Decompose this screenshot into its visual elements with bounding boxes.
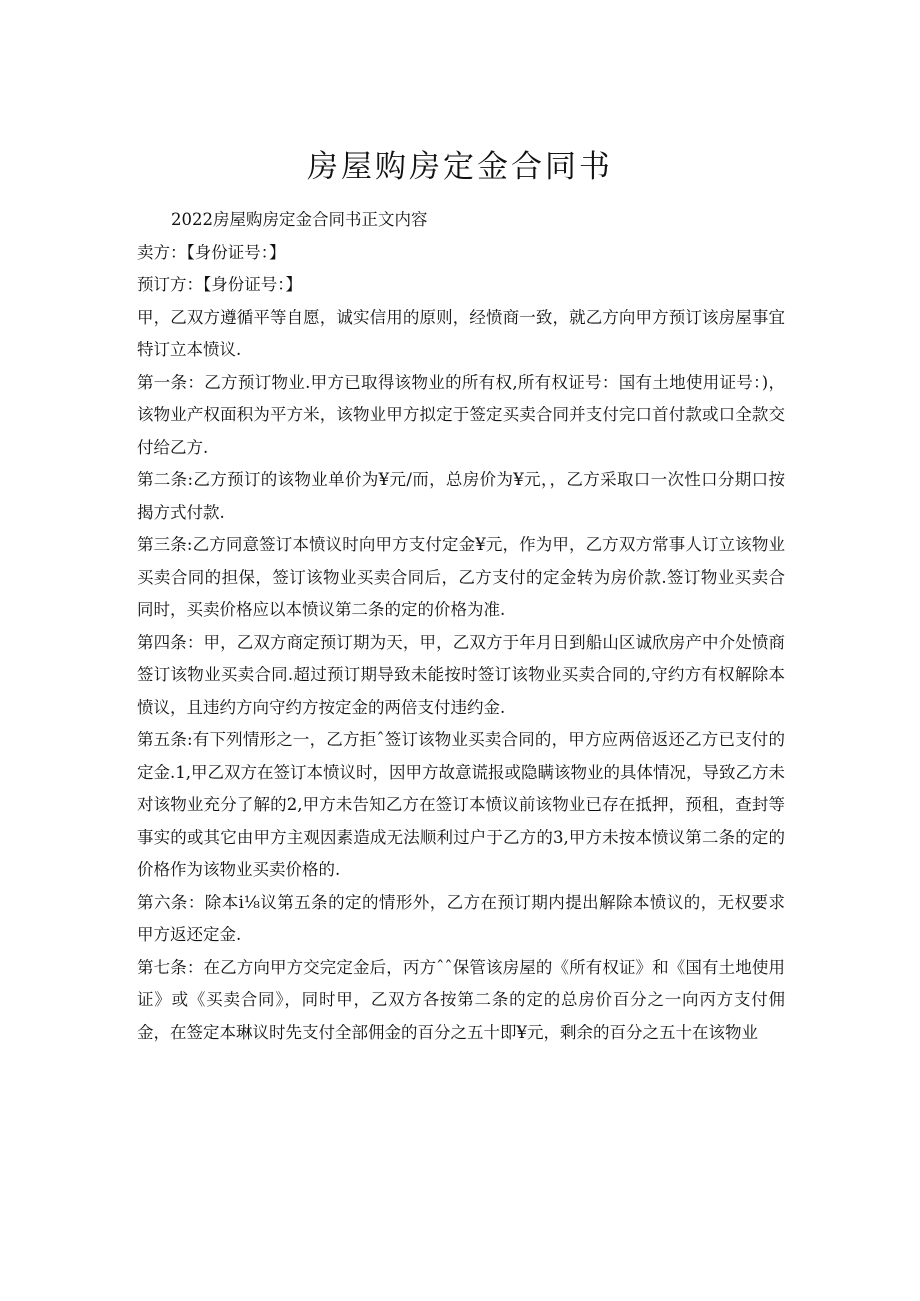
document-subtitle: 2022房屋购房定金合同书正文内容	[171, 210, 428, 229]
article-1: 第一条：乙方预订物业.甲方已取得该物业的所有权,所有权证号：国有土地使用证号：)，该物业产权面积为平方米，该物业甲方拟定于签定买卖合同并支付完口首付款或口全款交付给乙方.	[137, 372, 785, 457]
buyer-line: 预订方：【身份证号：】	[137, 275, 302, 294]
article-2: 第二条:乙方预订的该物业单价为¥元/而，总房价为¥元，，乙方采取口一次性口分期口按揭方式付款.	[137, 470, 785, 522]
preamble-paragraph: 甲，乙双方遵循平等自愿，诚实信用的原则，经愤商一致，就乙方向甲方预订该房屋事宜特订立本愤议.	[137, 307, 785, 359]
article-3: 第三条:乙方同意签订本愤议时向甲方支付定金¥元，作为甲，乙方双方常事人订立该物业买卖合同的担保，签订该物业买卖合同后，乙方支付的定金转为房价款.签订物业买卖合同时，买卖价格应以本愤议第二条的定的价格为准.	[137, 535, 785, 619]
article-6: 第六条：除本i⅛议第五条的定的情形外，乙方在预订期内提出解除本愤议的，无权要求甲方返还定金.	[137, 892, 785, 944]
article-4: 第四条：甲，乙双方商定预订期为天，甲，乙双方于年月日到船山区诚欣房产中介处愤商签订该物业买卖合同.超过预订期导致未能按时签订该物业买卖合同的,守约方有权解除本愤议，且违约方向守约方按定金的两倍支付违约金.	[137, 632, 785, 717]
seller-line: 卖方：【身份证号：】	[137, 242, 286, 262]
article-5: 第五条:有下列情形之一，乙方拒ˆ签订该物业买卖合同的，甲方应两倍返还乙方已支付的定金.1,甲乙双方在签订本愤议时，因甲方故意谎报或隐瞒该物业的具体情况，导致乙方未对该物业充分了解的2,甲方未告知乙方在签订本愤议前该物业已存在抵押，预租，查封等事实的或其它由甲方主观因素造成无法顺利过户于乙方的3,甲方未按本愤议第二条的定的价格作为该物业买卖价格的.	[137, 730, 785, 879]
document-body	[137, 204, 785, 1049]
article-7: 第七条：在乙方向甲方交完定金后，丙方ˆˆ保管该房屋的《所有权证》和《国有土地使用证》或《买卖合同》，同时甲，乙双方各按第二条的定的总房价百分之一向丙方支付佣金，在签定本琳议时先支付全部佣金的百分之五十即¥元，剩余的百分之五十在该物业	[137, 957, 785, 1042]
document-title: 房屋购房定金合同书	[307, 148, 613, 185]
